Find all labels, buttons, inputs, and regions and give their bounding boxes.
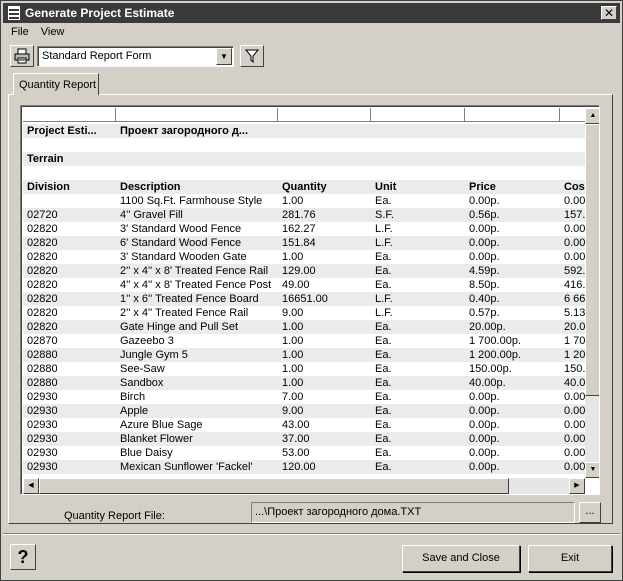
table-cell: 592. xyxy=(560,264,585,278)
table-cell xyxy=(278,124,371,138)
table-row[interactable] xyxy=(23,194,585,208)
table-cell: 0.00р. xyxy=(465,432,560,446)
table-cell: 3' Standard Wooden Gate xyxy=(120,251,247,263)
table-cell: 4'' x 4'' x 8' Treated Fence Post xyxy=(120,279,272,291)
table-row[interactable] xyxy=(23,348,585,362)
column-header[interactable] xyxy=(560,108,585,122)
table-cell xyxy=(465,138,560,152)
table-row[interactable] xyxy=(23,320,585,334)
table-cell: L.F. xyxy=(371,292,465,306)
table-cell: Gate Hinge and Pull Set xyxy=(116,320,278,334)
table-cell xyxy=(560,166,585,180)
dropdown-arrow-icon[interactable]: ▼ xyxy=(216,48,232,65)
table-cell: 02930 xyxy=(23,432,116,446)
table-cell xyxy=(465,152,560,166)
table-cell: 4'' Gravel Fill xyxy=(116,208,278,222)
table-cell xyxy=(371,152,465,166)
table-cell xyxy=(371,138,465,152)
column-header[interactable] xyxy=(465,108,560,122)
table-cell: Terrain xyxy=(23,152,116,166)
table-cell: 1100 Sq.Ft. Farmhouse Style xyxy=(120,195,263,207)
table-row[interactable] xyxy=(23,306,585,320)
help-button[interactable]: ? xyxy=(10,544,36,570)
filter-icon xyxy=(245,49,259,63)
table-row[interactable] xyxy=(23,208,585,222)
table-cell: 02880 xyxy=(27,363,58,375)
table-cell: 0.00р. xyxy=(465,460,560,474)
table-cell: 16651.00 xyxy=(278,292,371,306)
table-row[interactable] xyxy=(23,404,585,418)
table-cell: 150.00р. xyxy=(469,363,512,375)
table-cell xyxy=(116,138,278,152)
table-cell: Ea. xyxy=(375,447,392,459)
table-cell xyxy=(278,166,371,180)
table-cell: Price xyxy=(465,180,560,194)
table-cell: 02880 xyxy=(23,376,116,390)
table-cell xyxy=(560,152,585,166)
table-cell: 3' Standard Wood Fence xyxy=(120,223,242,235)
scroll-down-icon[interactable]: ▼ xyxy=(585,462,600,478)
table-cell xyxy=(116,166,278,180)
table-cell: 6 66 xyxy=(560,292,585,306)
table-cell: 02930 xyxy=(23,460,116,474)
table-cell: 1'' x 6'' Treated Fence Board xyxy=(116,292,278,306)
table-cell: 9.00 xyxy=(278,404,371,418)
table-cell: 0.56р. xyxy=(465,208,560,222)
table-cell: Mexican Sunflower 'Fackel' xyxy=(116,460,278,474)
table-cell: Ea. xyxy=(371,348,465,362)
table-cell: Description xyxy=(116,180,278,194)
horizontal-scrollbar[interactable] xyxy=(23,478,585,494)
table-row[interactable] xyxy=(23,292,585,306)
table-cell: 37.00 xyxy=(278,432,371,446)
table-cell: 0.00р. xyxy=(465,236,560,250)
table-row[interactable] xyxy=(23,236,585,250)
table-cell: 0.40р. xyxy=(465,292,560,306)
table-cell: 0.00 xyxy=(564,195,585,207)
table-cell: 0.00р. xyxy=(469,447,500,459)
table-cell: 02820 xyxy=(27,251,58,263)
table-cell: 157. xyxy=(560,208,585,222)
table-cell: Project Esti... xyxy=(23,124,116,138)
table-row[interactable] xyxy=(23,362,585,376)
table-row[interactable] xyxy=(23,390,585,404)
table-cell: Sandbox xyxy=(116,376,278,390)
table-cell xyxy=(371,124,465,138)
window-title: Generate Project Estimate xyxy=(25,6,175,20)
table-cell xyxy=(371,166,465,180)
report-form-value: Standard Report Form xyxy=(42,50,152,62)
table-cell: 02820 xyxy=(27,279,58,291)
vertical-scroll-thumb[interactable] xyxy=(585,124,600,396)
table-cell: Gazeebo 3 xyxy=(120,335,174,347)
table-cell: 02820 xyxy=(27,223,58,235)
terrain-row[interactable] xyxy=(23,152,585,166)
table-cell: Ea. xyxy=(375,391,392,403)
table-cell: 0.00 xyxy=(560,460,585,474)
table-cell xyxy=(465,166,560,180)
close-button[interactable]: ✕ xyxy=(601,6,617,20)
table-cell: Cos xyxy=(560,180,585,194)
print-button[interactable] xyxy=(10,45,34,67)
table-cell: 20.0 xyxy=(560,320,585,334)
table-cell: 0.00р. xyxy=(469,195,500,207)
table-row[interactable] xyxy=(23,376,585,390)
table-cell: 0.00 xyxy=(564,391,585,403)
table-cell: 1.00 xyxy=(282,195,304,207)
table-cell: 7.00 xyxy=(282,391,304,403)
table-cell: 1.00 xyxy=(282,335,304,347)
table-row[interactable] xyxy=(23,460,585,474)
table-cell: Blue Daisy xyxy=(120,447,173,459)
scroll-right-icon[interactable]: ▶ xyxy=(569,478,585,494)
table-cell: 2'' x 4'' Treated Fence Rail xyxy=(120,307,249,319)
table-cell: 02930 xyxy=(27,447,58,459)
blank-row[interactable] xyxy=(23,138,585,152)
table-cell: 02820 xyxy=(23,320,116,334)
report-file-label: Quantity Report File: xyxy=(64,510,165,522)
table-cell: 1 70 xyxy=(564,335,585,347)
table-cell: 416. xyxy=(564,279,585,291)
table-cell: Ea. xyxy=(375,419,392,431)
table-cell: Ea. xyxy=(371,460,465,474)
table-cell: 0.00р. xyxy=(465,404,560,418)
table-cell: Ea. xyxy=(371,432,465,446)
table-cell: 02820 xyxy=(27,307,58,319)
table-cell: Apple xyxy=(116,404,278,418)
table-cell: Blanket Flower xyxy=(116,432,278,446)
table-cell: Ea. xyxy=(371,404,465,418)
column-header[interactable] xyxy=(116,108,278,122)
table-cell: 0.00 xyxy=(564,223,585,235)
table-cell: 0.00 xyxy=(564,447,585,459)
table-cell: 43.00 xyxy=(282,419,310,431)
table-row[interactable] xyxy=(23,446,585,460)
table-row[interactable] xyxy=(23,264,585,278)
table-cell: 0.00р. xyxy=(469,223,500,235)
header-row[interactable] xyxy=(23,180,585,194)
printer-icon xyxy=(14,48,30,64)
tab-quantity-report[interactable]: Quantity Report xyxy=(13,73,99,95)
separator xyxy=(3,533,620,535)
scroll-up-icon[interactable]: ▲ xyxy=(585,108,600,124)
column-header[interactable] xyxy=(371,108,465,122)
table-cell: L.F. xyxy=(371,236,465,250)
table-cell: 0.00 xyxy=(560,404,585,418)
column-header[interactable] xyxy=(278,108,371,122)
table-cell: 1 700.00р. xyxy=(469,335,521,347)
table-cell xyxy=(278,138,371,152)
report-grid-body xyxy=(23,108,585,478)
table-cell: 0.00 xyxy=(560,236,585,250)
exit-button[interactable]: Exit xyxy=(528,545,612,572)
table-cell: 1.00 xyxy=(278,348,371,362)
table-cell: 151.84 xyxy=(278,236,371,250)
report-file-path: ...\Проект загородного дома.TXT xyxy=(251,502,575,523)
table-cell: 0.00р. xyxy=(469,419,500,431)
table-cell: Quantity xyxy=(278,180,371,194)
table-cell: 02820 xyxy=(23,236,116,250)
table-cell: 162.27 xyxy=(282,223,316,235)
table-row[interactable] xyxy=(23,250,585,264)
table-cell: Ea. xyxy=(375,335,392,347)
table-cell: 9.00 xyxy=(282,307,304,319)
table-cell: 02930 xyxy=(27,419,58,431)
table-cell: Ea. xyxy=(371,376,465,390)
blank-row[interactable] xyxy=(23,166,585,180)
report-grid[interactable] xyxy=(20,105,600,495)
menu-file[interactable]: File xyxy=(11,26,29,38)
browse-button[interactable]: ... xyxy=(579,502,601,523)
table-cell xyxy=(278,152,371,166)
filter-button[interactable] xyxy=(240,45,264,67)
table-cell: 281.76 xyxy=(278,208,371,222)
table-cell: 0.00р. xyxy=(469,391,500,403)
table-cell xyxy=(23,194,116,208)
table-row[interactable] xyxy=(23,432,585,446)
app-icon xyxy=(8,6,20,20)
table-cell: Birch xyxy=(120,391,146,403)
table-cell: 5.13 xyxy=(564,307,585,319)
table-cell: 0.00р. xyxy=(469,251,500,263)
table-cell: 49.00 xyxy=(282,279,310,291)
table-row[interactable] xyxy=(23,418,585,432)
scroll-left-icon[interactable]: ◀ xyxy=(23,478,39,494)
table-cell: 0.00 xyxy=(564,251,585,263)
table-cell: Azure Blue Sage xyxy=(120,419,203,431)
table-cell: Проект загородного д... xyxy=(116,124,278,138)
table-cell: 1.00 xyxy=(282,251,304,263)
table-row[interactable] xyxy=(23,278,585,292)
table-cell: Division xyxy=(23,180,116,194)
save-and-close-button[interactable]: Save and Close xyxy=(402,545,520,572)
table-cell: 53.00 xyxy=(282,447,310,459)
horizontal-scroll-thumb[interactable] xyxy=(39,478,509,494)
table-cell: 1.00 xyxy=(278,320,371,334)
table-cell: Ea. xyxy=(375,195,392,207)
table-cell: 02720 xyxy=(23,208,116,222)
report-form-select[interactable] xyxy=(37,46,234,67)
menu-view[interactable]: View xyxy=(40,26,65,38)
table-cell: 0.00 xyxy=(564,419,585,431)
table-cell xyxy=(116,152,278,166)
table-cell: 40.0 xyxy=(560,376,585,390)
table-cell: Jungle Gym 5 xyxy=(116,348,278,362)
table-cell: L.F. xyxy=(375,307,393,319)
table-cell: 02820 xyxy=(23,264,116,278)
project-row[interactable] xyxy=(23,124,585,138)
table-cell: 02820 xyxy=(23,292,116,306)
table-cell: Ea. xyxy=(375,363,392,375)
table-cell: 02880 xyxy=(23,348,116,362)
table-cell xyxy=(465,124,560,138)
table-cell xyxy=(560,124,585,138)
title-bar[interactable] xyxy=(3,3,620,23)
table-cell: Unit xyxy=(371,180,465,194)
table-cell: 120.00 xyxy=(278,460,371,474)
table-cell: 6' Standard Wood Fence xyxy=(116,236,278,250)
table-cell: 40.00р. xyxy=(465,376,560,390)
table-cell: 0.57р. xyxy=(469,307,500,319)
table-cell xyxy=(560,138,585,152)
table-cell: Ea. xyxy=(371,320,465,334)
table-cell: 02870 xyxy=(27,335,58,347)
table-row[interactable] xyxy=(23,334,585,348)
table-cell: L.F. xyxy=(375,223,393,235)
column-header[interactable] xyxy=(23,108,116,122)
table-cell: 02930 xyxy=(27,391,58,403)
table-cell: Ea. xyxy=(371,264,465,278)
table-cell: 0.00 xyxy=(560,432,585,446)
table-cell: 1.00 xyxy=(278,376,371,390)
table-cell: 129.00 xyxy=(278,264,371,278)
table-cell: 150. xyxy=(564,363,585,375)
table-cell: 2'' x 4'' x 8' Treated Fence Rail xyxy=(116,264,278,278)
table-row[interactable] xyxy=(23,222,585,236)
vertical-scrollbar[interactable] xyxy=(585,108,600,478)
menu-bar xyxy=(5,25,70,41)
table-cell: 4.59р. xyxy=(465,264,560,278)
table-cell: See-Saw xyxy=(120,363,165,375)
table-cell: 20.00р. xyxy=(465,320,560,334)
table-cell: 8.50р. xyxy=(469,279,500,291)
table-cell: 1 200.00р. xyxy=(465,348,560,362)
table-cell: 02930 xyxy=(23,404,116,418)
table-cell: 1.00 xyxy=(282,363,304,375)
table-cell xyxy=(23,138,116,152)
table-cell xyxy=(23,166,116,180)
table-cell: Ea. xyxy=(375,279,392,291)
table-cell: 1 20 xyxy=(560,348,585,362)
table-cell: S.F. xyxy=(371,208,465,222)
table-cell: Ea. xyxy=(375,251,392,263)
